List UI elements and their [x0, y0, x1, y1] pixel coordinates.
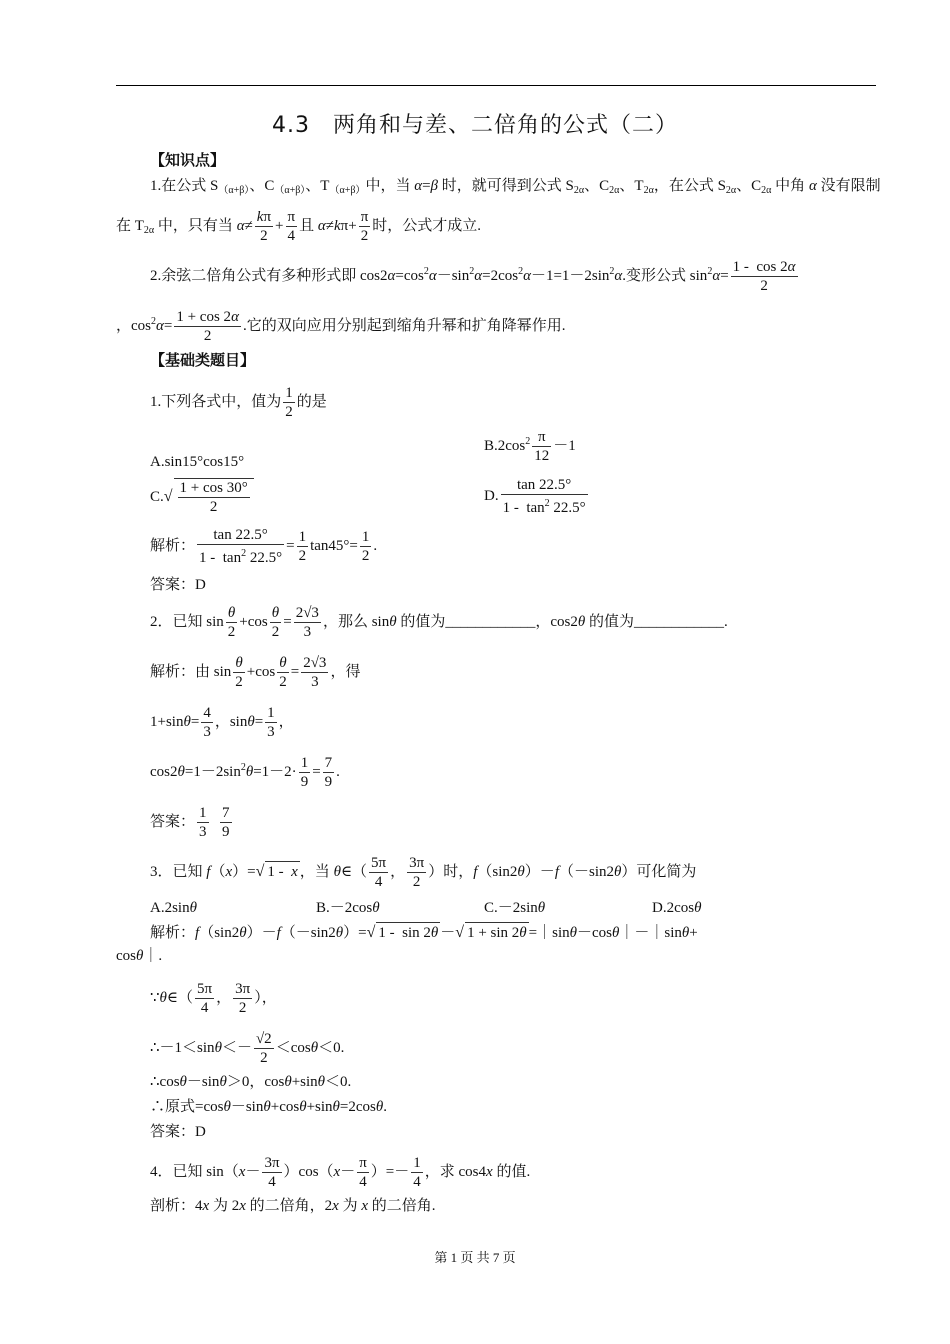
q4-analysis: 剖析：4x 为 2x 的二倍角，2x 为 x 的二倍角.	[150, 1198, 436, 1214]
question-4: 4．已知 sin（x－ $\frac{3\pi}{4}$ ）cos（x－ $\frac{\pi}{4}$ ）=－ $\frac{1}{4}$ ，求 cos4x 的值.	[150, 1155, 531, 1190]
section-basic: 【基础类题目】	[150, 351, 256, 369]
question-1: 1.下列各式中，值为 $\frac{1}{2}$ 的是	[150, 385, 327, 420]
q3-option-b: B.－2cosθ	[316, 900, 380, 916]
q2-analysis-3: $\cos 2\theta=1-2\sin^2\theta=1-2\cdot$ $\frac{1}{9}$ = $\frac{7}{9}$ .	[150, 755, 340, 790]
q1-option-a: A.sin15°cos15°	[150, 454, 245, 470]
question-2: 2．已知 sin $\frac{\theta}{2}$ +cos $\frac{\theta}{2}$ = $\frac{2√3}{3}$ ，那么 sinθ 的值为____________，cos2θ 的值为____________.	[150, 605, 728, 640]
q3-analysis-6: ∴原式=cosθ－sinθ+cosθ+sinθ=2cosθ.	[150, 1099, 388, 1115]
q3-analysis-5: ∴cosθ－sinθ＞0，cosθ+sinθ＜0.	[150, 1074, 352, 1090]
q3-option-d: D.2cosθ	[652, 900, 702, 916]
q3-analysis-4: ∴－1＜sinθ＜－ $\frac{√2}{2}$ ＜cosθ＜0.	[150, 1031, 345, 1066]
header-rule	[116, 85, 876, 86]
question-3: 3．已知 f（x）=√ 1 - x ，当 θ∈（ $\frac{5\pi}{4}$ ， $\frac{3\pi}{2}$ ）时，f（sin2θ）－f（－sin2θ）可化简为	[150, 855, 697, 890]
knowledge-1-line2: 在 $T_{2\alpha}$ 中，只有当 α≠ $\frac{k\pi}{2}$ + $\frac{\pi}{4}$ 且 α≠kπ+ $\frac{\pi}{2}$ 时，公式才成立.	[116, 209, 482, 244]
knowledge-2-line2: ，$\cos^2\alpha=$ $\frac{1 + \cos 2\alpha}{2}$ .它的双向应用分别起到缩角升幂和扩角降幂作用.	[116, 309, 566, 344]
q1-option-b: $B.2\cos^2$ $\frac{\pi}{12}$ －1	[484, 429, 576, 464]
q3-analysis-3: ∵θ∈（ $\frac{5\pi}{4}$ ， $\frac{3\pi}{2}$ ），	[150, 981, 277, 1016]
page-title: 4.3 两角和与差、二倍角的公式（二）	[272, 113, 678, 138]
q2-analysis-1: 解析：由 sin $\frac{\theta}{2}$ +cos $\frac{\theta}{2}$ = $\frac{2√3}{3}$ ，得	[150, 655, 361, 690]
page-footer: 第 1 页 共 7 页	[434, 1250, 516, 1265]
q2-analysis-2: 1+sinθ= $\frac{4}{3}$ ，sinθ= $\frac{1}{3}$ ，	[150, 705, 294, 740]
q3-option-c: C.－2sinθ	[484, 900, 546, 916]
q3-answer: 答案：D	[150, 1124, 206, 1140]
q3-analysis-2: cosθ｜.	[116, 948, 163, 964]
q1-analysis: 解析： $\frac{\tan 22.5^\circ}{1 - \tan^2 22.5^\circ}$ = $\frac{1}{2}$ tan45°= $\frac{1}{2}$ .	[150, 527, 378, 566]
section-knowledge: 【知识点】	[150, 151, 226, 169]
q1-option-c: C.√ $\frac{1 + \cos 30^\circ}{2}$	[150, 478, 254, 516]
knowledge-1-line1: 1.在公式 $S_{(\alpha+\beta)}$、$C_{(\alpha+\beta)}$、$T_{(\alpha+\beta)}$中，当 α=β 时，就可得到公式 $S_{2\alpha}$、$C_{2\alpha}$、$T_{2\alpha}$，在公式 $S_{2\alpha}$、$C_{2\alpha}$ 中角 α 没有限制	[150, 178, 881, 196]
q1-answer: 答案：D	[150, 577, 206, 593]
q3-analysis-1: 解析：f（sin2θ）－f（－sin2θ）=√ 1 - sin 2θ －√ 1 + sin 2θ =｜sinθ－cosθ｜－｜sinθ+	[150, 924, 698, 941]
knowledge-2-line1: 2.余弦二倍角公式有多种形式即 $\cos 2\alpha=\cos^2\alpha-\sin^2\alpha=2\cos^2\alpha-1=1-2\sin^2\alpha$.变形公式 $\sin^2\alpha=$ $\frac{1 - \cos 2\alpha}{2}$	[150, 259, 796, 294]
q2-answer: 答案： $\frac{1}{3}$ $\frac{7}{9}$	[150, 805, 230, 840]
q3-option-a: A.2sinθ	[150, 900, 197, 916]
q1-option-d: D. $\frac{\tan 22.5^\circ}{1 - \tan^2 22.5^\circ}$	[484, 477, 586, 516]
